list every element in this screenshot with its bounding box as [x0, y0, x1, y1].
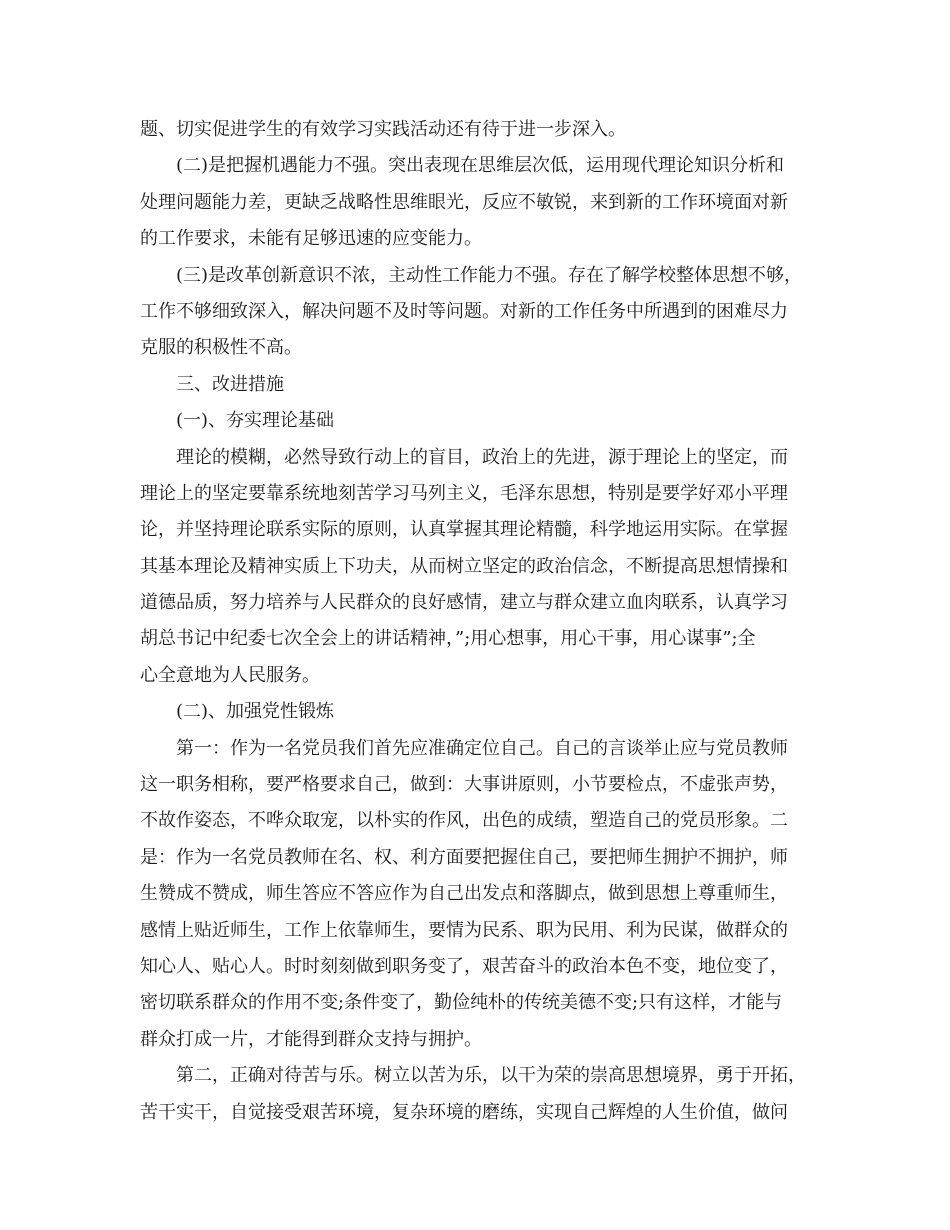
paragraph-line: 群众打成一片，才能得到群众支持与拥护。 — [140, 1028, 482, 1050]
paragraph-line: 这一职务相称，要严格要求自己，做到：大事讲原则，小节要检点，不虚张声势， — [140, 774, 788, 796]
paragraph-line: 不故作姿态，不哗众取宠，以朴实的作风，出色的成绩，塑造自己的党员形象。二 — [140, 810, 788, 832]
paragraph-line: 密切联系群众的作用不变;条件变了，勤俭纯朴的传统美德不变;只有这样，才能与 — [140, 992, 783, 1014]
paragraph-line: 论，并坚持理论联系实际的原则，认真掌握其理论精髓，科学地运用实际。在掌握 — [140, 519, 788, 541]
paragraph-line: 处理问题能力差，更缺乏战略性思维眼光，反应不敏锐，来到新的工作环境面对新 — [140, 191, 788, 213]
paragraph-line: 理论上的坚定要靠系统地刻苦学习马列主义，毛泽东思想，特别是要学好邓小平理 — [140, 482, 788, 504]
paragraph-line: 理论的模糊，必然导致行动上的盲目，政治上的先进，源于理论上的坚定，而 — [176, 446, 788, 468]
paragraph-line: (二)、加强党性锻炼 — [176, 701, 335, 723]
paragraph-line: 道德品质，努力培养与人民群众的良好感情，建立与群众建立血肉联系，认真学习 — [140, 592, 788, 614]
paragraph-line: 是：作为一名党员教师在名、权、利方面要把握住自己，要把师生拥护不拥护，师 — [140, 846, 788, 868]
paragraph-line: 知心人、贴心人。时时刻刻做到职务变了，艰苦奋斗的政治本色不变，地位变了， — [140, 955, 788, 977]
paragraph-line: 题、切实促进学生的有效学习实践活动还有待于进一步深入。 — [140, 119, 626, 140]
paragraph-line: 胡总书记中纪委七次全会上的讲话精神，”;用心想事，用心干事，用心谋事”;全 — [140, 628, 756, 650]
paragraph-line: (三)是改革创新意识不浓，主动性工作能力不强。存在了解学校整体思想不够， — [176, 264, 803, 286]
paragraph-line: 苦干实干，自觉接受艰苦环境，复杂环境的磨练，实现自己辉煌的人生价值，做问 — [140, 1101, 788, 1123]
paragraph-line: 感情上贴近师生，工作上依靠师生，要情为民系、职为民用、利为民谋，做群众的 — [140, 919, 788, 941]
paragraph-line: 的工作要求，未能有足够迅速的应变能力。 — [140, 228, 482, 250]
paragraph-line: 三、改进措施 — [176, 373, 284, 395]
paragraph-line: 第一：作为一名党员我们首先应准确定位自己。自己的言谈举止应与党员教师 — [176, 737, 788, 759]
paragraph-line: (二)是把握机遇能力不强。突出表现在思维层次低，运用现代理论知识分析和 — [176, 155, 785, 177]
paragraph-line: 克服的积极性不高。 — [140, 337, 302, 359]
paragraph-line: 生赞成不赞成，师生答应不答应作为自己出发点和落脚点，做到思想上尊重师生， — [140, 883, 788, 905]
paragraph-line: 心全意地为人民服务。 — [140, 664, 320, 686]
paragraph-line: 其基本理论及精神实质上下功夫，从而树立坚定的政治信念，不断提高思想情操和 — [140, 555, 788, 577]
document-body — [140, 112, 830, 1131]
paragraph-line: 第二，正确对待苦与乐。树立以苦为乐，以干为荣的崇高思想境界，勇于开拓， — [176, 1065, 806, 1087]
paragraph-line: 工作不够细致深入，解决问题不及时等问题。对新的工作任务中所遇到的困难尽力 — [140, 300, 788, 322]
paragraph-line: (一)、夯实理论基础 — [176, 410, 335, 432]
